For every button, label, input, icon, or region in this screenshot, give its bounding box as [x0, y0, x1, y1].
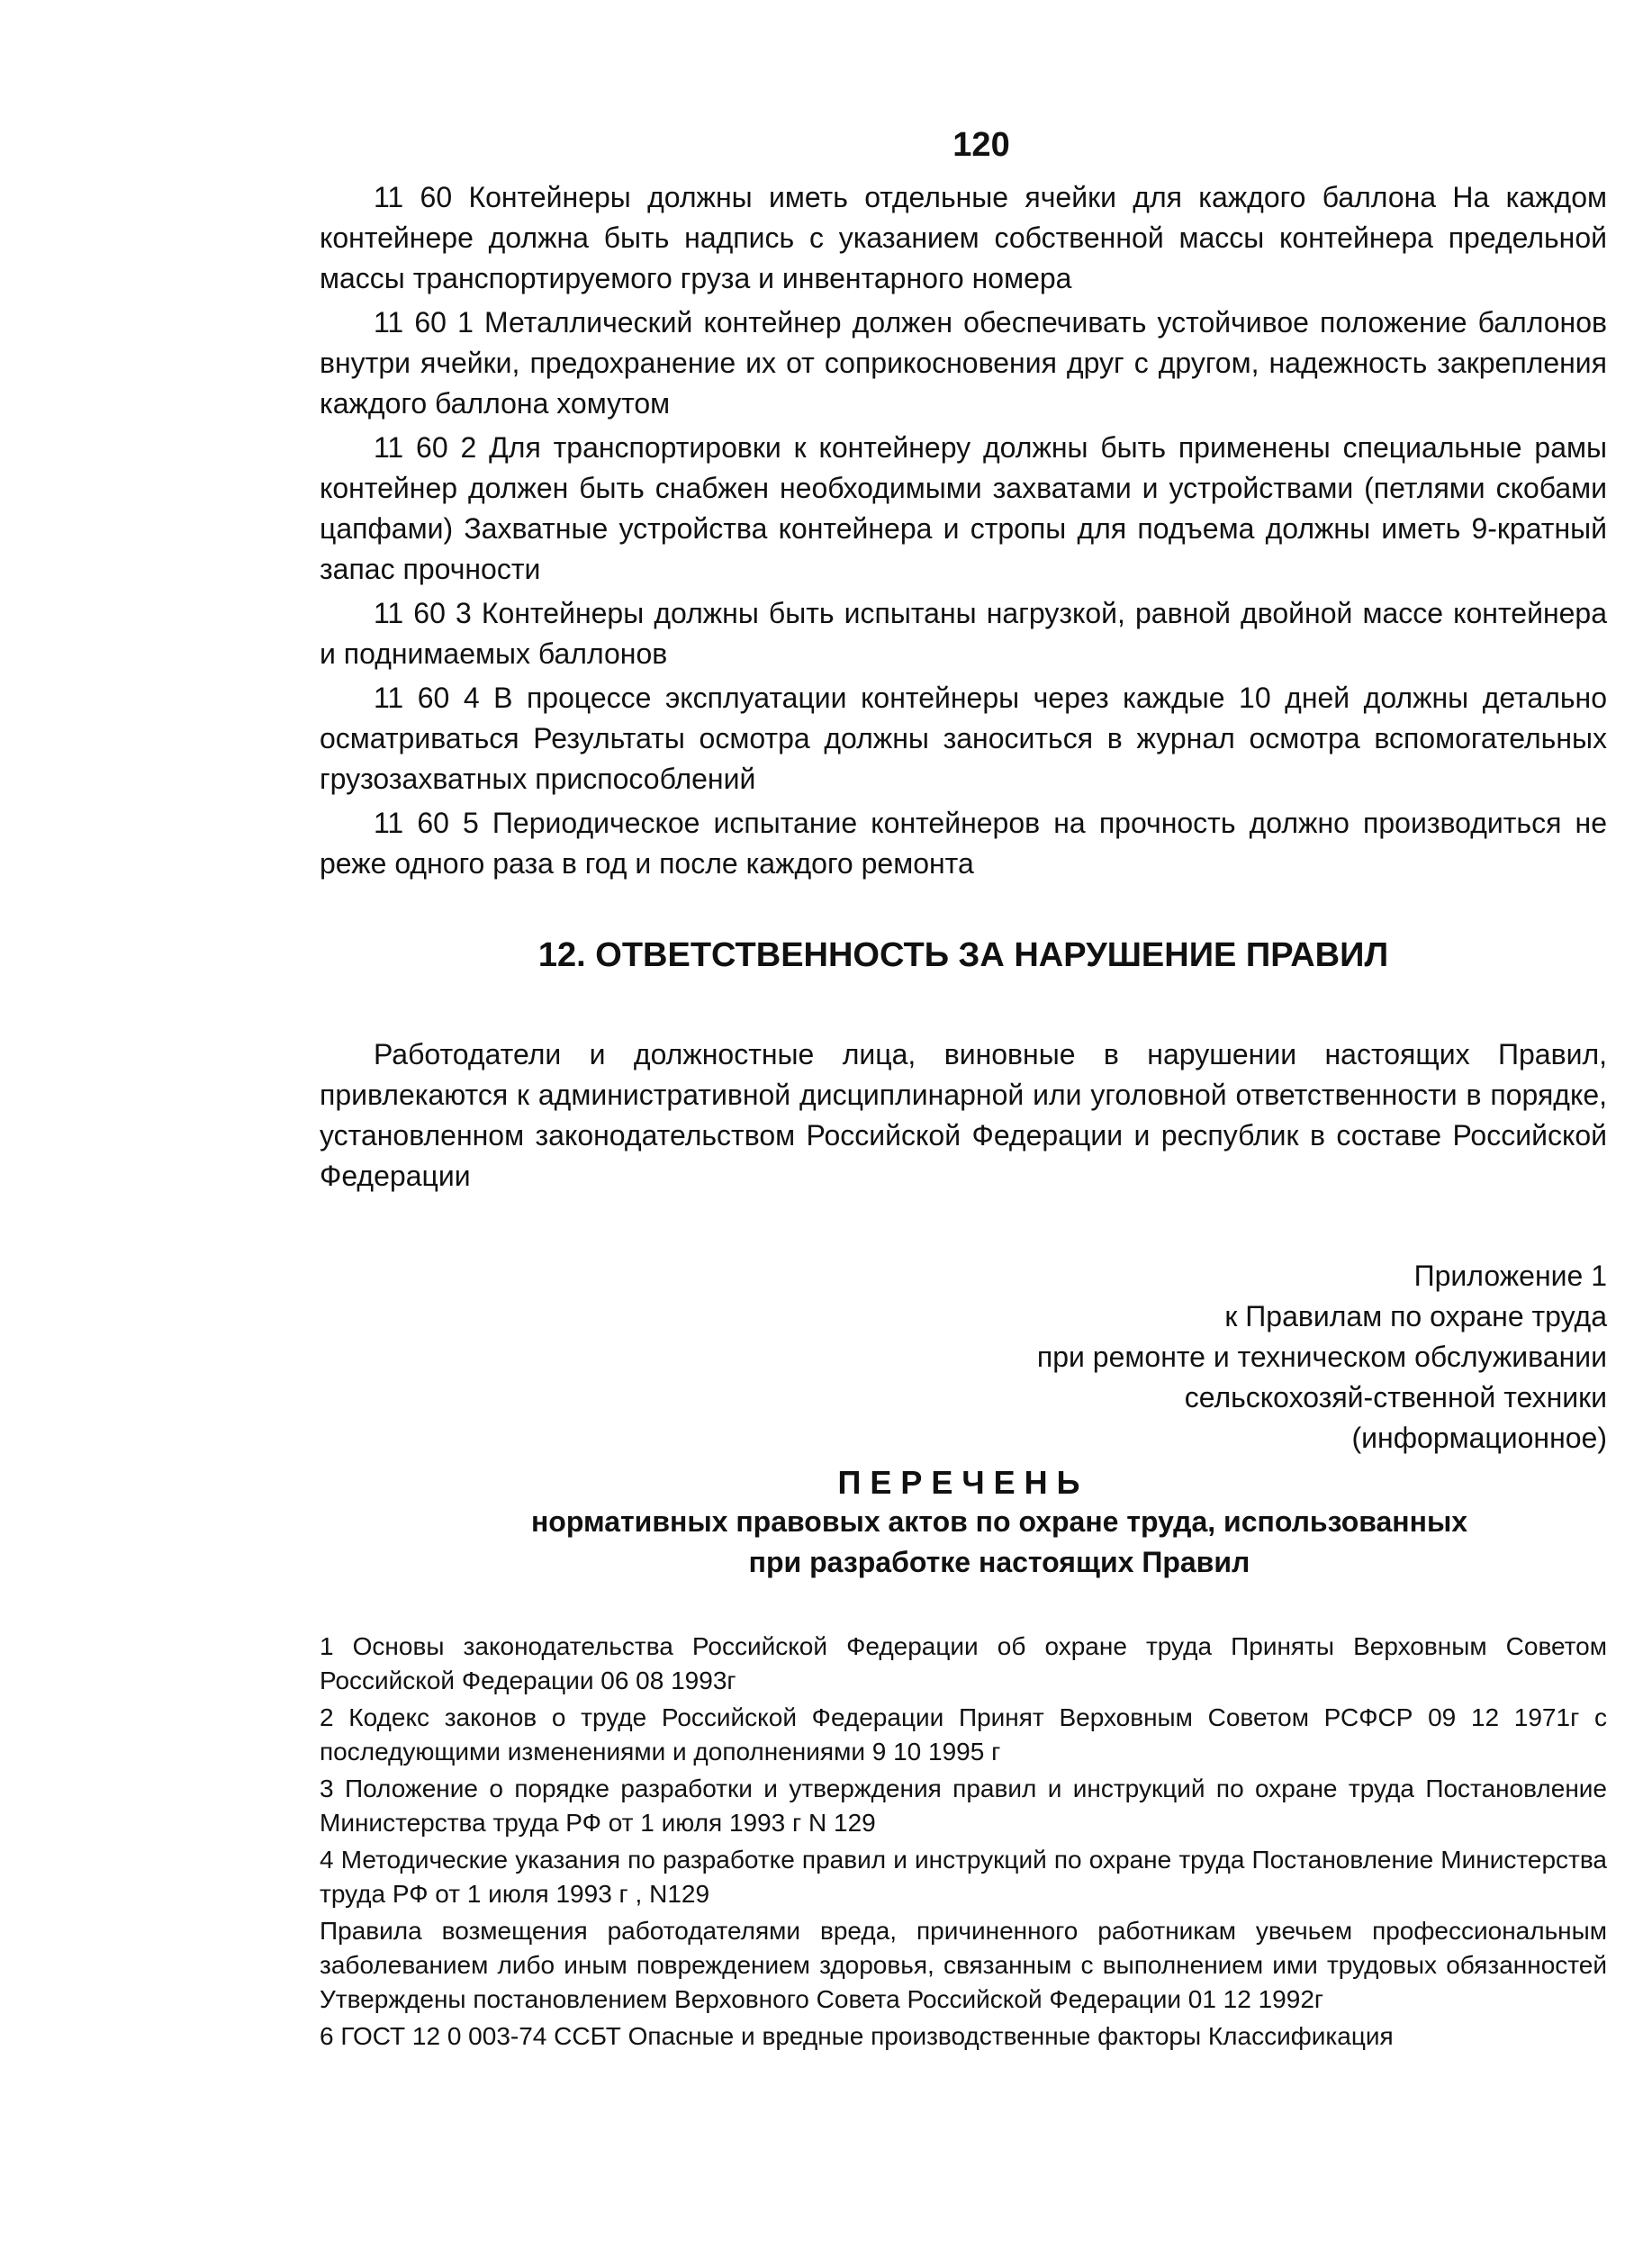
list-title: ПЕРЕЧЕНЬ [837, 1464, 1089, 1501]
paragraph-11-60-5: 11 60 5 Периодическое испытание контейнеров на прочность должно производиться не реже одного раза в год и после каждого ремонта [320, 807, 1607, 880]
paragraph-11-60: 11 60 Контейнеры должны иметь отдельные ячейки для каждого баллона На каждом контейнере должна быть надпись с указанием собственной массы контейнера предельной массы транспортируемого груза и инвентарного номера [320, 181, 1607, 294]
appendix-line: (информационное) [1351, 1422, 1607, 1454]
appendix-line: Приложение 1 [1413, 1260, 1607, 1292]
normative-acts-list [320, 1630, 1607, 2054]
list-item: 6 ГОСТ 12 0 003-74 ССБТ Опасные и вредные производственные факторы Классификация [320, 2022, 1394, 2050]
list-item: 4 Методические указания по разработке правил и инструкций по охране труда Постановление Министерства труда РФ от 1 июля 1993 г , N129 [320, 1846, 1607, 1908]
list-item: 1 Основы законодательства Российской Федерации об охране труда Приняты Верховным Советом Российской Федерации 06 08 1993г [320, 1632, 1607, 1694]
paragraph-11-60-3: 11 60 3 Контейнеры должны быть испытаны нагрузкой, равной двойной массе контейнера и поднимаемых баллонов [320, 597, 1607, 670]
paragraph-11-60-1: 11 60 1 Металлический контейнер должен обеспечивать устойчивое положение баллонов внутри ячейки, предохранение их от соприкосновения друг с другом, надежность закрепления каждого баллона хомутом [320, 306, 1607, 420]
list-subtitle-line: нормативных правовых актов по охране труда, использованных [530, 1505, 1468, 1538]
list-item: Правила возмещения работодателями вреда, причиненного работникам увечьем профессиональным заболеванием либо иным повреждением здоровья, связанным с выполнением ими трудовых обязанностей Утверждены постановлением Верховного Совета Российской Федерации 01 12 1992г [320, 1917, 1607, 2013]
paragraph-11-60-2: 11 60 2 Для транспортировки к контейнеру должны быть применены специальные рамы контейнер должен быть снабжен необходимыми захватами и устройствами (петлями скобами цапфами) Захватные устройства контейнера и стропы для подъема должны иметь 9-кратный запас прочности [320, 431, 1607, 585]
appendix-line: к Правилам по охране труда [1224, 1300, 1607, 1332]
appendix-line: сельскохозяй-ственной техники [1184, 1381, 1607, 1414]
paragraph-11-60-4: 11 60 4 В процессе эксплуатации контейнеры через каждые 10 дней должны детально осматриваться Результаты осмотра должны заноситься в журнал осмотра вспомогательных грузозахватных приспособлений [320, 682, 1607, 795]
appendix-block [320, 1256, 1607, 1459]
list-item: 3 Положение о порядке разработки и утверждения правил и инструкций по охране труда Постановление Министерства труда РФ от 1 июля 1993 г N 129 [320, 1775, 1607, 1837]
document-page [320, 126, 1607, 2056]
section-heading: 12. ОТВЕТСТВЕННОСТЬ ЗА НАРУШЕНИЕ ПРАВИЛ [537, 936, 1389, 974]
list-subtitle-line: при разработке настоящих Правил [748, 1546, 1250, 1578]
responsibility-paragraph: Работодатели и должностные лица, виновные в нарушении настоящих Правил, привлекаются к административной дисциплинарной или уголовной ответственности в порядке, установленном законодательством Российской Федерации и республик в составе Российской Федерации [320, 1038, 1607, 1192]
list-item: 2 Кодекс законов о труде Российской Федерации Принят Верховным Советом РСФСР 09 12 1971г с последующими изменениями и дополнениями 9 10 1995 г [320, 1703, 1607, 1766]
appendix-line: при ремонте и техническом обслуживании [1036, 1341, 1607, 1373]
page-number: 120 [952, 126, 1010, 164]
